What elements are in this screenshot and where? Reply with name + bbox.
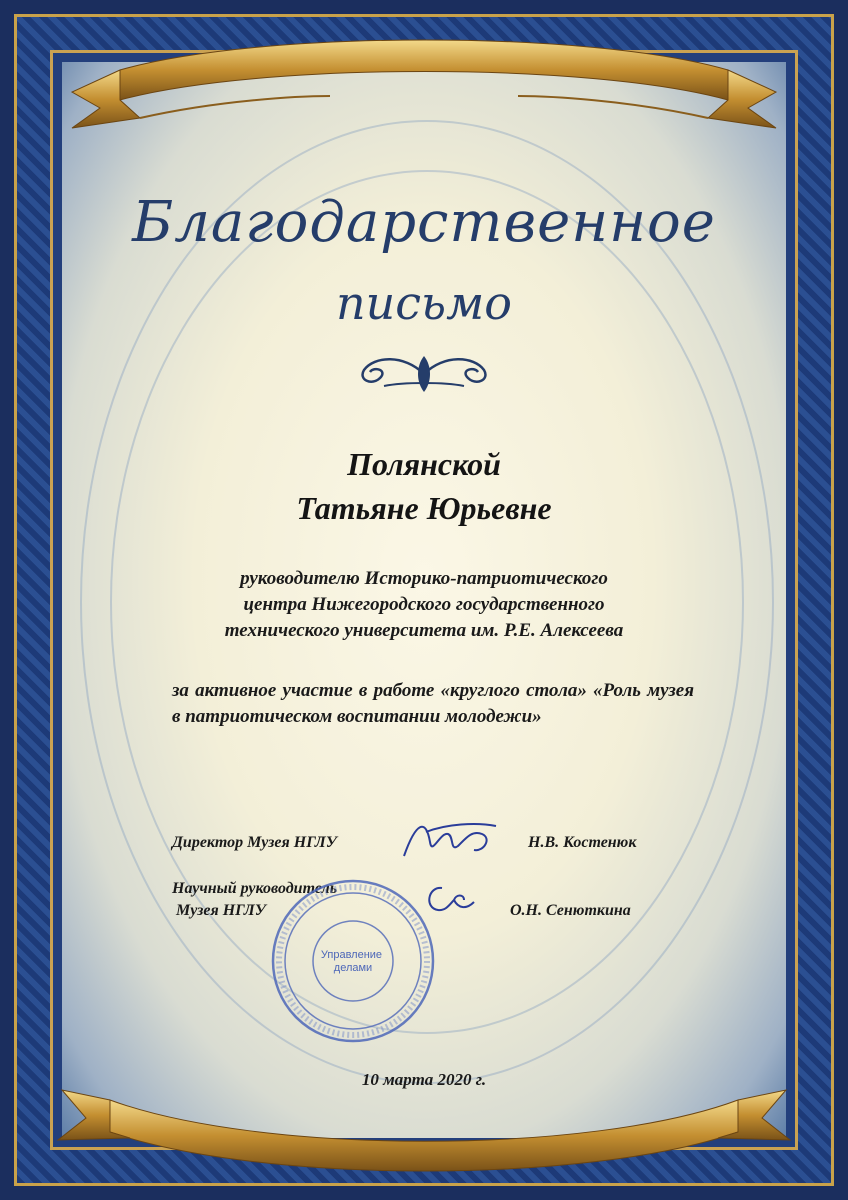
official-stamp	[268, 876, 438, 1046]
stamp-center-text	[321, 949, 385, 974]
signatory-2-position-line-1: Научный руководитель	[172, 880, 338, 897]
issue-date: 10 марта 2020 г.	[361, 1070, 487, 1089]
reason-text: за активное участие в работе «круглого стола» «Роль музея в патриотическом воспитании молодежи»	[172, 680, 694, 727]
top-ribbon	[0, 0, 848, 150]
signatory-2-position-line-2: Музея НГЛУ	[176, 902, 266, 919]
flourish-ornament	[344, 346, 504, 402]
signature-1-scribble	[396, 812, 506, 868]
title-line-2: письмо	[336, 276, 512, 330]
recipient-role	[150, 566, 698, 644]
recipient-surname: Полянской	[347, 446, 501, 482]
role-line: технического университета им. Р.Е. Алексеева	[224, 620, 624, 641]
role-line: центра Нижегородского государственного	[243, 594, 605, 615]
signatory-1-name: Н.В. Костенюк	[528, 834, 637, 851]
title-line-1: Благодарственное	[132, 190, 716, 255]
role-line: руководителю Историко-патриотического	[240, 568, 608, 589]
signatory-2-name: О.Н. Сенюткина	[510, 902, 631, 919]
signatory-1-position: Директор Музея НГЛУ	[172, 834, 337, 851]
stamp-center-text-line: Управление	[320, 949, 383, 961]
stamp-center-text-line: делами	[333, 962, 373, 974]
recipient-given-names: Татьяне Юрьевне	[296, 490, 552, 526]
